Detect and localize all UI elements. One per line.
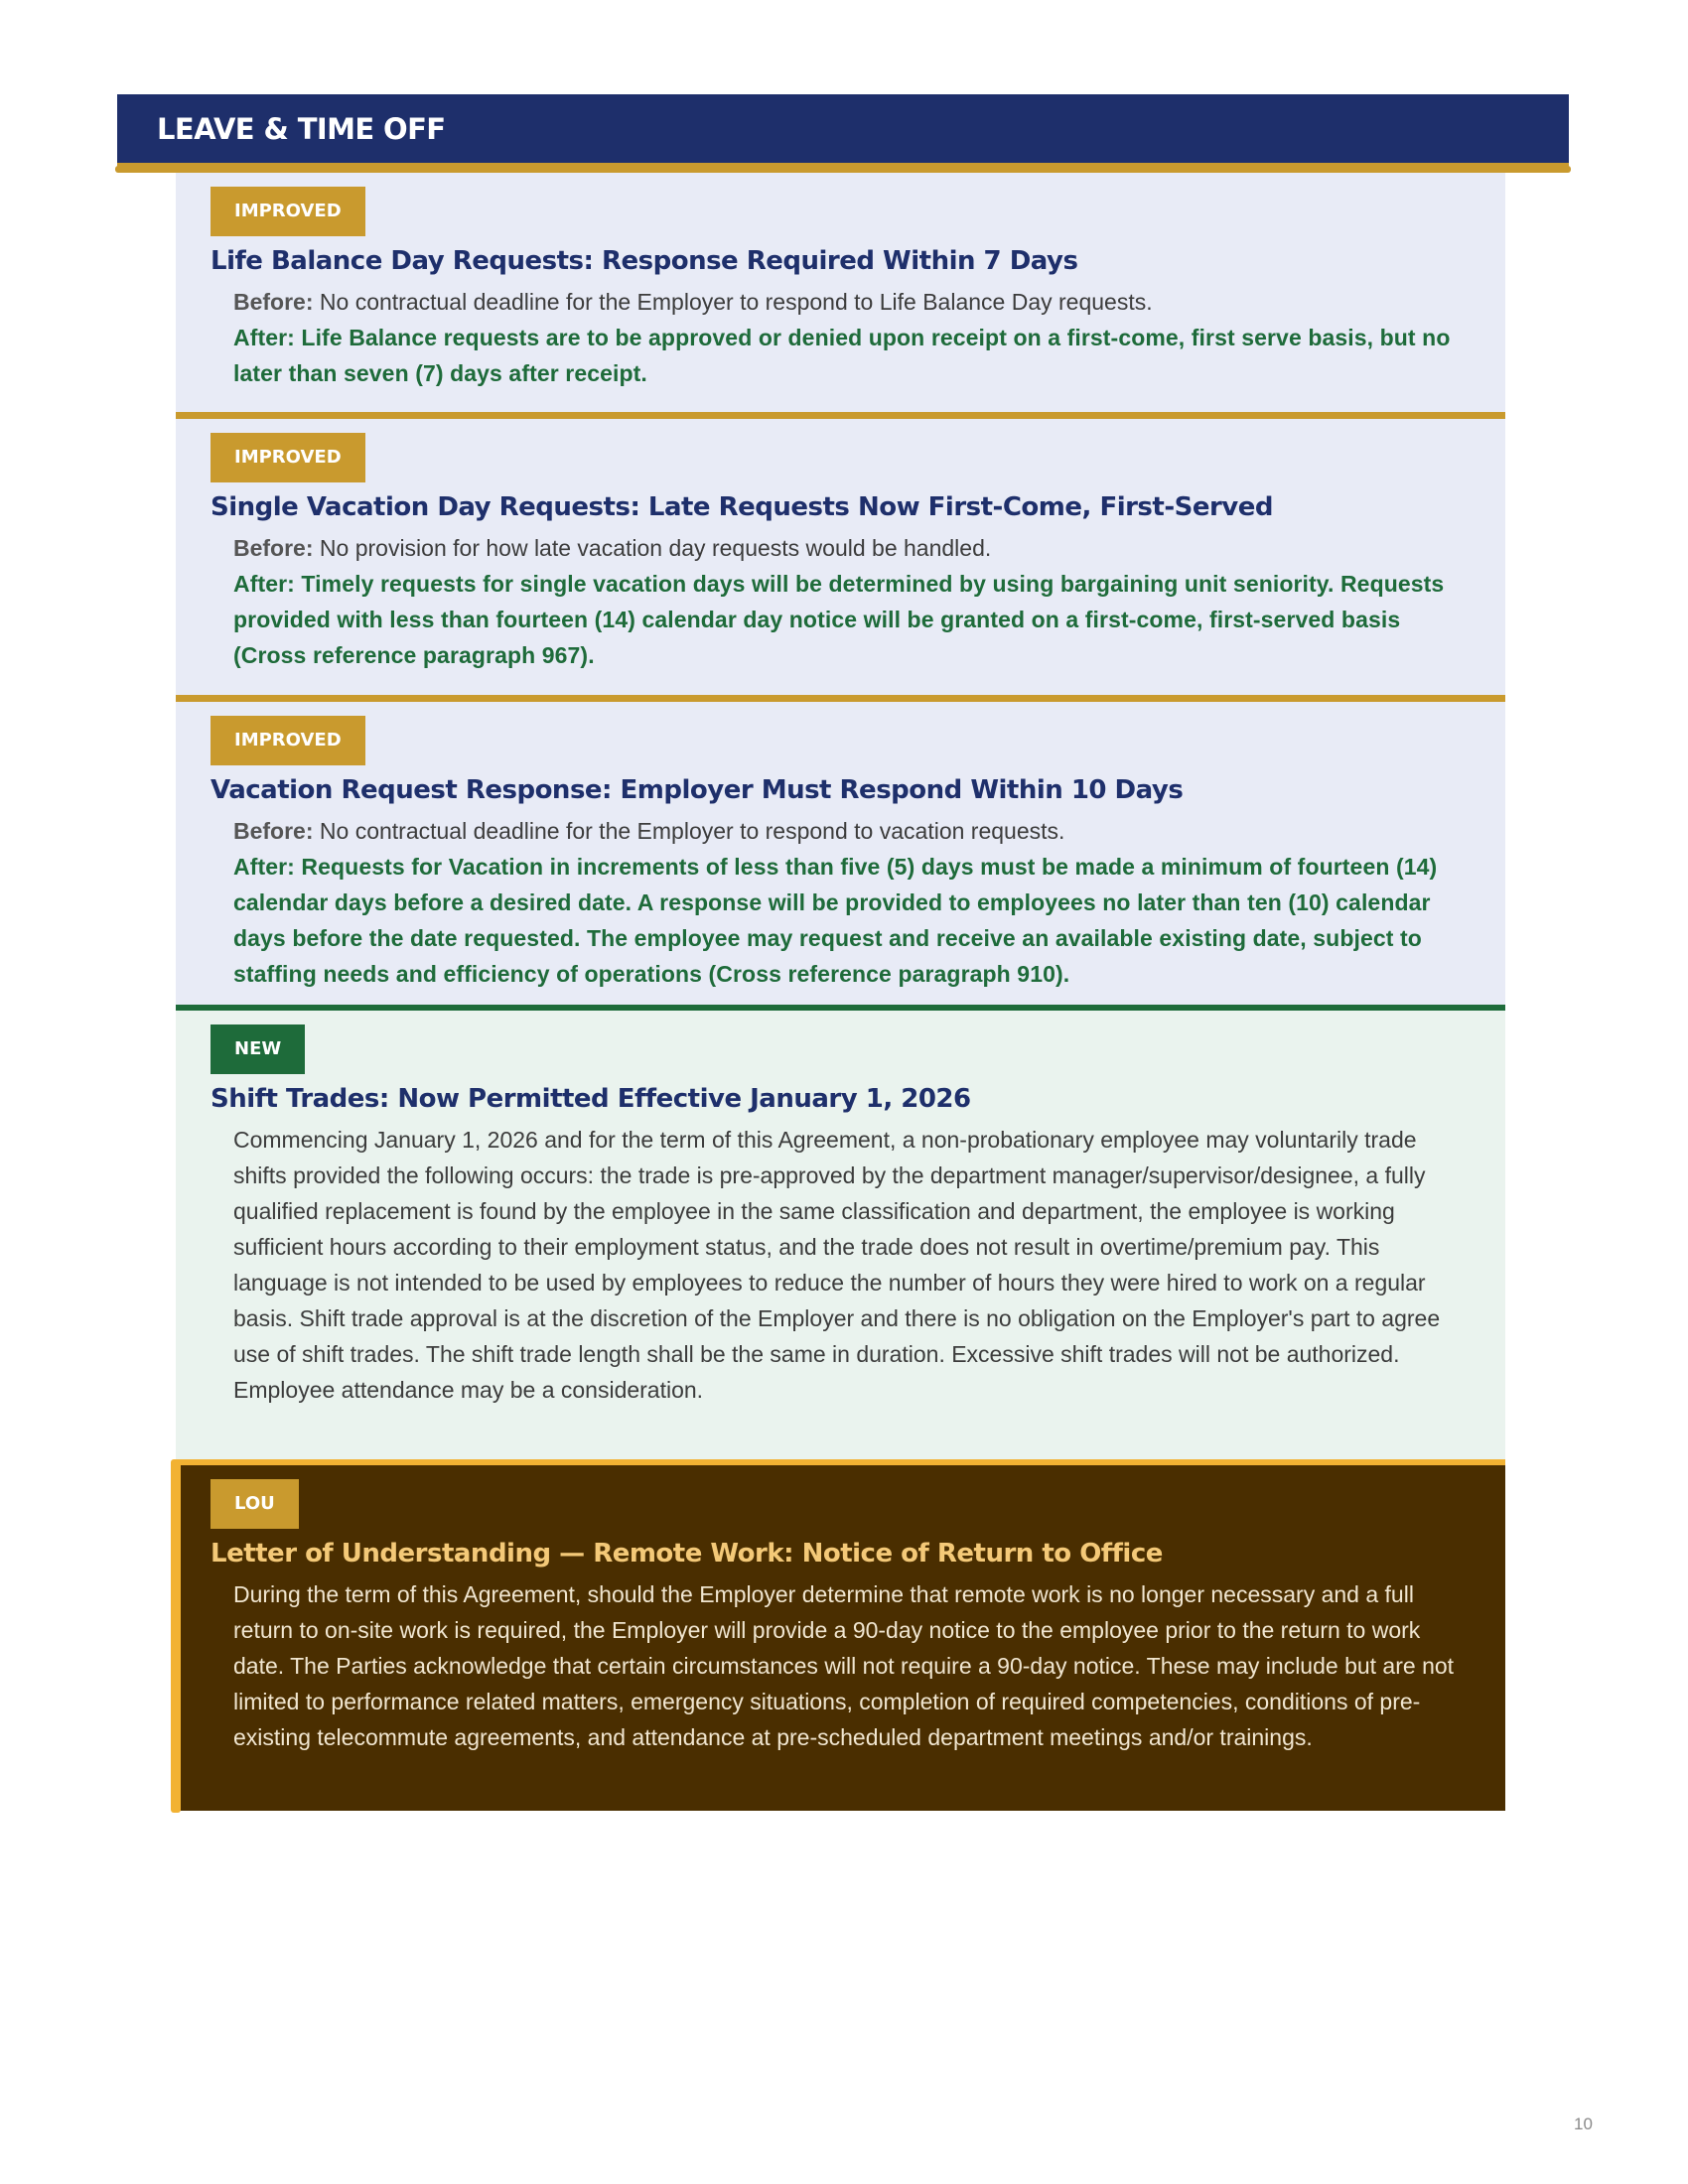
change-card-lou-remote-work <box>176 1465 1505 1811</box>
card-body: Commencing January 1, 2026 and for the term of this Agreement, a non-probationary employee may voluntarily trade shifts provided the following occurs: the trade is pre-approved by the department manager/supervisor/designee, a fully qualified replacement is found by the employee in the same classification and department, the employee is working sufficient hours according to their employment status, and the trade does not result in overtime/premium pay. This language is not intended to be used by employees to reduce the number of hours they were hired to work on a regular basis. Shift trade approval is at the discretion of the Employer and there is no obligation on the Employer's part to agree use of shift trades. The shift trade length shall be the same in duration. Excessive shift trades will not be authorized. Employee attendance may be a consideration. <box>233 1127 1441 1403</box>
before-label: Before: <box>233 289 314 315</box>
before-line <box>233 284 1476 320</box>
change-card-single-vacation <box>176 419 1505 702</box>
after-text: After: Timely requests for single vacation days will be determined by using bargaining unit seniority. Requests provided with less than fourteen (14) calendar day notice will be granted on a first-come, first-served basis (Cross reference paragraph 967). <box>233 571 1445 668</box>
section-header <box>117 94 1569 169</box>
card-body: During the term of this Agreement, should the Employer determine that remote work is no longer necessary and a full return to on-site work is required, the Employer will provide a 90-day notice to the employee prior to the return to work date. The Parties acknowledge that certain circumstances will not require a 90-day notice. These may include but are not limited to performance related matters, emergency situations, completion of required competencies, conditions of pre-existing telecommute agreements, and attendance at pre-scheduled department meetings and/or trainings. <box>233 1581 1455 1750</box>
before-line <box>233 530 1476 566</box>
change-card-vacation-response <box>176 702 1505 1005</box>
card-title: Vacation Request Response: Employer Must Respond Within 10 Days <box>211 775 1184 805</box>
change-card-life-balance <box>176 173 1505 419</box>
improved-badge: IMPROVED <box>211 716 365 765</box>
page-number: 10 <box>1574 2115 1593 2133</box>
before-label: Before: <box>233 535 314 561</box>
section-title: LEAVE & TIME OFF <box>157 111 446 146</box>
header-rule <box>115 166 1571 173</box>
card-body <box>233 530 1476 673</box>
card-body <box>233 284 1476 391</box>
lou-badge: LOU <box>211 1479 299 1529</box>
before-label: Before: <box>233 818 314 844</box>
change-card-shift-trades <box>176 1011 1505 1459</box>
after-text: After: Life Balance requests are to be approved or denied upon receipt on a first-come, first serve basis, but no later than seven (7) days after receipt. <box>233 325 1451 386</box>
before-text: No contractual deadline for the Employer to respond to Life Balance Day requests. <box>313 289 1153 315</box>
card-title: Letter of Understanding — Remote Work: Notice of Return to Office <box>211 1539 1163 1569</box>
improved-badge: IMPROVED <box>211 187 365 236</box>
before-line <box>233 813 1476 849</box>
card-title: Life Balance Day Requests: Response Required Within 7 Days <box>211 246 1078 276</box>
card-title: Shift Trades: Now Permitted Effective January 1, 2026 <box>211 1084 971 1114</box>
after-text: After: Requests for Vacation in increments of less than five (5) days must be made a minimum of fourteen (14) calendar days before a desired date. A response will be provided to employees no later than ten (10) calendar days before the date requested. The employee may request and receive an available existing date, subject to staffing needs and efficiency of operations (Cross reference paragraph 910). <box>233 854 1438 987</box>
before-text: No contractual deadline for the Employer to respond to vacation requests. <box>313 818 1065 844</box>
improved-badge: IMPROVED <box>211 433 365 482</box>
before-text: No provision for how late vacation day requests would be handled. <box>313 535 992 561</box>
card-title: Single Vacation Day Requests: Late Requests Now First-Come, First-Served <box>211 492 1274 522</box>
lou-accent-bar <box>171 1459 181 1813</box>
new-badge: NEW <box>211 1024 305 1074</box>
card-body <box>233 813 1476 992</box>
